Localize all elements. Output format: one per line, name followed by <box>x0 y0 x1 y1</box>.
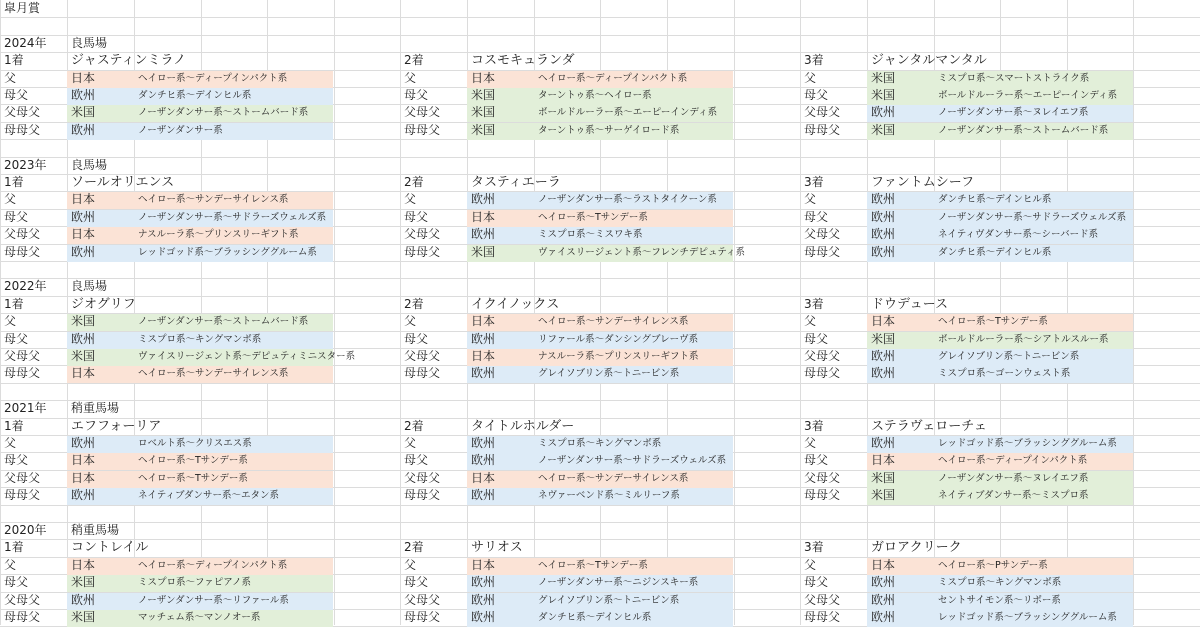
grid-row-line <box>0 400 1200 401</box>
sire-line-cell[interactable]: ヘイロー系～Pサンデー系 <box>938 560 1048 571</box>
region-cell[interactable]: 米国 <box>471 105 496 119</box>
region-cell[interactable]: 欧州 <box>871 349 896 363</box>
sheet-title[interactable]: 皐月賞 <box>4 1 41 15</box>
grid-row-line <box>0 505 1200 506</box>
pedigree-role[interactable]: 母母父 <box>404 366 441 380</box>
pedigree-role[interactable]: 父母父 <box>804 471 841 485</box>
region-cell[interactable]: 欧州 <box>71 123 96 137</box>
sire-line-cell[interactable]: ノーザンダンサー系～ヌレイエフ系 <box>938 107 1089 118</box>
region-cell[interactable]: 欧州 <box>471 488 496 502</box>
region-cell[interactable]: 米国 <box>871 332 896 346</box>
region-cell[interactable]: 日本 <box>471 314 496 328</box>
sire-line-cell[interactable]: ヘイロー系～Tサンデー系 <box>538 212 648 223</box>
pedigree-role[interactable]: 父 <box>4 314 17 328</box>
sire-line-cell[interactable]: セントサイモン系～リボー系 <box>938 595 1061 606</box>
pedigree-role[interactable]: 母父 <box>4 575 29 589</box>
pedigree-role[interactable]: 母母父 <box>404 610 441 624</box>
pedigree-role[interactable]: 母父 <box>4 453 29 467</box>
region-cell[interactable]: 米国 <box>471 88 496 102</box>
pedigree-role[interactable]: 母父 <box>404 332 429 346</box>
horse-name[interactable]: タイトルホルダー <box>471 419 575 434</box>
region-cell[interactable]: 日本 <box>71 192 96 206</box>
horse-name[interactable]: エフフォーリア <box>71 419 162 434</box>
region-cell[interactable]: 米国 <box>71 349 96 363</box>
year-label[interactable]: 2020年 <box>4 523 47 537</box>
sire-line-cell[interactable]: ヴァイスリージェント系～フレンチデピュティ系 <box>538 247 746 258</box>
horse-name[interactable]: ガロアクリーク <box>871 540 962 555</box>
sire-line-cell[interactable]: ミスプロ系～ファピアノ系 <box>138 577 252 588</box>
pedigree-role[interactable]: 母母父 <box>804 123 841 137</box>
sire-line-cell[interactable]: ダンチヒ系～デインヒル系 <box>138 90 252 101</box>
pedigree-role[interactable]: 父 <box>404 71 417 85</box>
pedigree-role[interactable]: 父母父 <box>404 227 441 241</box>
region-cell[interactable]: 米国 <box>871 488 896 502</box>
horse-name[interactable]: イクイノックス <box>471 297 560 312</box>
sire-line-cell[interactable]: ノーザンダンサー系～ヌレイエフ系 <box>938 473 1089 484</box>
year-label[interactable]: 2024年 <box>4 36 47 50</box>
sire-line-cell[interactable]: ダンチヒ系～デインヒル系 <box>938 194 1052 205</box>
sire-line-cell[interactable]: ノーザンダンサー系～ストームバード系 <box>938 125 1109 136</box>
pedigree-role[interactable]: 母母父 <box>404 245 441 259</box>
sire-line-cell[interactable]: ミスプロ系～キングマンボ系 <box>138 334 262 345</box>
grid-row-line <box>0 278 1200 279</box>
grid-row-line <box>0 35 1200 36</box>
placing-label[interactable]: 3着 <box>804 297 824 311</box>
pedigree-role[interactable]: 父 <box>804 192 817 206</box>
sire-line-cell[interactable]: ターントゥ系～サーゲイロード系 <box>538 125 680 136</box>
pedigree-role[interactable]: 母母父 <box>4 610 41 624</box>
region-cell[interactable]: 欧州 <box>471 332 496 346</box>
sire-line-cell[interactable]: ネイティヴダンサー系～シーバード系 <box>938 229 1099 240</box>
placing-label[interactable]: 3着 <box>804 53 824 67</box>
pedigree-role[interactable]: 父母父 <box>4 349 41 363</box>
region-cell[interactable]: 日本 <box>71 227 96 241</box>
region-cell[interactable]: 米国 <box>871 471 896 485</box>
sire-line-cell[interactable]: ノーザンダンサー系～サドラーズウェルズ系 <box>938 212 1127 223</box>
grid-row-line <box>0 383 1200 384</box>
sire-line-cell[interactable]: ヴァイスリージェント系～デピュティミニスター系 <box>138 351 356 362</box>
region-cell[interactable]: 日本 <box>871 453 896 467</box>
region-cell[interactable]: 日本 <box>871 558 896 572</box>
region-cell[interactable]: 米国 <box>871 88 896 102</box>
region-cell[interactable]: 欧州 <box>71 593 96 607</box>
region-cell[interactable]: 日本 <box>471 558 496 572</box>
sire-line-cell[interactable]: ダンチヒ系～デインヒル系 <box>938 247 1052 258</box>
sire-line-cell[interactable]: ヘイロー系～サンデーサイレンス系 <box>138 194 289 205</box>
horse-name[interactable]: タスティエーラ <box>471 175 561 190</box>
sire-line-cell[interactable]: ターントゥ系～ヘイロー系 <box>538 90 652 101</box>
grid-row-line <box>0 296 1200 297</box>
horse-name[interactable]: ジオグリフ <box>71 297 136 312</box>
track-condition[interactable]: 良馬場 <box>71 158 108 172</box>
region-cell[interactable]: 欧州 <box>471 192 496 206</box>
pedigree-role[interactable]: 父 <box>4 558 17 572</box>
region-cell[interactable]: 日本 <box>71 453 96 467</box>
placing-label[interactable]: 1着 <box>4 175 24 189</box>
region-cell[interactable]: 日本 <box>71 471 96 485</box>
region-cell[interactable]: 欧州 <box>71 245 96 259</box>
sire-line-cell[interactable]: ヘイロー系～サンデーサイレンス系 <box>138 368 289 379</box>
placing-label[interactable]: 1着 <box>4 53 24 67</box>
region-cell[interactable]: 欧州 <box>871 245 896 259</box>
sire-line-cell[interactable]: ヘイロー系～ディープインパクト系 <box>538 73 688 84</box>
placing-label[interactable]: 3着 <box>804 175 824 189</box>
sire-line-cell[interactable]: ボールドルーラー系～エーピーインディ系 <box>538 107 718 118</box>
sire-line-cell[interactable]: ノーザンダンサー系～サドラーズウェルズ系 <box>138 212 327 223</box>
pedigree-role[interactable]: 父母父 <box>404 471 441 485</box>
region-cell[interactable]: 欧州 <box>871 210 896 224</box>
region-cell[interactable]: 米国 <box>871 71 896 85</box>
placing-label[interactable]: 3着 <box>804 419 824 433</box>
region-cell[interactable]: 欧州 <box>71 488 96 502</box>
pedigree-role[interactable]: 父 <box>404 192 417 206</box>
pedigree-role[interactable]: 父母父 <box>404 105 441 119</box>
region-cell[interactable]: 欧州 <box>871 366 896 380</box>
placing-label[interactable]: 2着 <box>404 53 424 67</box>
placing-label[interactable]: 2着 <box>404 297 424 311</box>
sire-line-cell[interactable]: ヘイロー系～ディープインパクト系 <box>138 73 288 84</box>
pedigree-role[interactable]: 父 <box>404 314 417 328</box>
sire-line-cell[interactable]: ノーザンダンサー系～ストームバード系 <box>138 107 309 118</box>
horse-name[interactable]: ソールオリエンス <box>71 175 175 190</box>
placing-label[interactable]: 2着 <box>404 540 424 554</box>
region-cell[interactable]: 日本 <box>471 471 496 485</box>
grid-row-line <box>0 17 1200 18</box>
sire-line-cell[interactable]: リファール系～ダンシングブレーヴ系 <box>538 334 699 345</box>
pedigree-role[interactable]: 父 <box>4 436 17 450</box>
year-label[interactable]: 2021年 <box>4 401 47 415</box>
sire-line-cell[interactable]: ミスプロ系～キングマンボ系 <box>538 438 662 449</box>
horse-name[interactable]: コントレイル <box>71 540 149 555</box>
region-cell[interactable]: 欧州 <box>471 227 496 241</box>
pedigree-role[interactable]: 父 <box>404 436 417 450</box>
sire-line-cell[interactable]: ヘイロー系～サンデーサイレンス系 <box>538 473 689 484</box>
sire-line-cell[interactable]: ヘイロー系～ディープインパクト系 <box>138 560 288 571</box>
region-cell[interactable]: 欧州 <box>871 227 896 241</box>
region-cell[interactable]: 欧州 <box>871 105 896 119</box>
placing-label[interactable]: 2着 <box>404 419 424 433</box>
region-cell[interactable]: 日本 <box>471 349 496 363</box>
pedigree-role[interactable]: 母母父 <box>804 610 841 624</box>
region-cell[interactable]: 欧州 <box>71 436 96 450</box>
sire-line-cell[interactable]: ネイティブダンサー系～ミスプロ系 <box>938 490 1089 501</box>
placing-label[interactable]: 2着 <box>404 175 424 189</box>
region-cell[interactable]: 欧州 <box>71 88 96 102</box>
pedigree-role[interactable]: 父 <box>404 558 417 572</box>
pedigree-role[interactable]: 父 <box>4 71 17 85</box>
pedigree-role[interactable]: 父母父 <box>804 349 841 363</box>
sire-line-cell[interactable]: ノーザンダンサー系 <box>138 125 223 136</box>
horse-name[interactable]: ファントムシーフ <box>871 175 975 190</box>
sire-line-cell[interactable]: ヘイロー系～サンデーサイレンス系 <box>538 316 689 327</box>
pedigree-role[interactable]: 父母父 <box>804 227 841 241</box>
pedigree-role[interactable]: 母父 <box>404 575 429 589</box>
year-label[interactable]: 2022年 <box>4 279 47 293</box>
pedigree-role[interactable]: 父母父 <box>804 593 841 607</box>
region-cell[interactable]: 欧州 <box>471 610 496 624</box>
pedigree-role[interactable]: 母母父 <box>804 366 841 380</box>
region-cell[interactable]: 欧州 <box>471 436 496 450</box>
region-cell[interactable]: 欧州 <box>871 192 896 206</box>
track-condition[interactable]: 稍重馬場 <box>71 523 120 537</box>
region-cell[interactable]: 日本 <box>71 366 96 380</box>
region-cell[interactable]: 欧州 <box>471 575 496 589</box>
placing-label[interactable]: 3着 <box>804 540 824 554</box>
pedigree-role[interactable]: 父母父 <box>4 471 41 485</box>
pedigree-role[interactable]: 母父 <box>404 210 429 224</box>
pedigree-role[interactable]: 父 <box>804 314 817 328</box>
track-condition[interactable]: 良馬場 <box>71 36 108 50</box>
pedigree-role[interactable]: 母父 <box>804 332 829 346</box>
placing-label[interactable]: 1着 <box>4 297 24 311</box>
pedigree-role[interactable]: 母父 <box>4 332 29 346</box>
grid-row-line <box>0 418 1200 419</box>
grid-row-line <box>0 157 1200 158</box>
grid-row-line <box>0 539 1200 540</box>
track-condition[interactable]: 良馬場 <box>71 279 108 293</box>
region-cell[interactable]: 日本 <box>71 558 96 572</box>
sire-line-cell[interactable]: ノーザンダンサー系～ストームバード系 <box>138 316 309 327</box>
pedigree-role[interactable]: 父母父 <box>404 593 441 607</box>
region-cell[interactable]: 欧州 <box>71 332 96 346</box>
pedigree-role[interactable]: 父 <box>804 436 817 450</box>
pedigree-role[interactable]: 母母父 <box>404 123 441 137</box>
placing-label[interactable]: 1着 <box>4 540 24 554</box>
pedigree-role[interactable]: 母母父 <box>4 488 41 502</box>
pedigree-role[interactable]: 母母父 <box>4 245 41 259</box>
region-cell[interactable]: 米国 <box>471 245 496 259</box>
horse-name[interactable]: ジャンタルマンタル <box>871 53 987 68</box>
horse-name[interactable]: ドウデュース <box>871 297 948 312</box>
placing-label[interactable]: 1着 <box>4 419 24 433</box>
sire-line-cell[interactable]: グレイソブリン系～トニービン系 <box>938 351 1080 362</box>
pedigree-role[interactable]: 母父 <box>804 575 829 589</box>
horse-name[interactable]: サリオス <box>471 540 523 555</box>
region-cell[interactable]: 米国 <box>71 105 96 119</box>
track-condition[interactable]: 稍重馬場 <box>71 401 120 415</box>
sire-line-cell[interactable]: ヘイロー系～Tサンデー系 <box>138 473 248 484</box>
region-cell[interactable]: 欧州 <box>871 610 896 624</box>
sire-line-cell[interactable]: ノーザンダンサー系～ラストタイクーン系 <box>538 194 717 205</box>
grid-row-line <box>0 522 1200 523</box>
horse-name[interactable]: コスモキュランダ <box>471 53 575 68</box>
grid-row-line <box>0 174 1200 175</box>
sire-line-cell[interactable]: ナスルーラ系～プリンスリーギフト系 <box>138 229 299 240</box>
horse-name[interactable]: ステラヴェローチェ <box>871 419 987 434</box>
region-cell[interactable]: 欧州 <box>71 210 96 224</box>
sire-line-cell[interactable]: ヘイロー系～Tサンデー系 <box>538 560 648 571</box>
sire-line-cell[interactable]: ボールドルーラー系～シアトルスルー系 <box>938 334 1109 345</box>
pedigree-role[interactable]: 母母父 <box>804 488 841 502</box>
pedigree-role[interactable]: 父母父 <box>404 349 441 363</box>
sire-line-cell[interactable]: ネヴァーベンド系～ミルリーフ系 <box>538 490 680 501</box>
pedigree-role[interactable]: 父母父 <box>4 593 41 607</box>
region-cell[interactable]: 米国 <box>71 610 96 624</box>
year-label[interactable]: 2023年 <box>4 158 47 172</box>
sire-line-cell[interactable]: ノーザンダンサー系～サドラーズウェルズ系 <box>538 455 727 466</box>
region-cell[interactable]: 日本 <box>471 71 496 85</box>
sire-line-cell[interactable]: ミスプロ系～スマートストライク系 <box>938 73 1090 84</box>
pedigree-role[interactable]: 母父 <box>404 453 429 467</box>
region-cell[interactable]: 米国 <box>471 123 496 137</box>
region-cell[interactable]: 米国 <box>71 575 96 589</box>
sire-line-cell[interactable]: グレイソブリン系～トニービン系 <box>538 368 680 379</box>
pedigree-role[interactable]: 父 <box>4 192 17 206</box>
pedigree-role[interactable]: 母母父 <box>404 488 441 502</box>
pedigree-role[interactable]: 母父 <box>404 88 429 102</box>
pedigree-role[interactable]: 父 <box>804 558 817 572</box>
pedigree-role[interactable]: 母父 <box>4 210 29 224</box>
pedigree-role[interactable]: 父母父 <box>4 227 41 241</box>
pedigree-role[interactable]: 母父 <box>4 88 29 102</box>
pedigree-role[interactable]: 母母父 <box>4 123 41 137</box>
sire-line-cell[interactable]: ヘイロー系～Tサンデー系 <box>138 455 248 466</box>
region-cell[interactable]: 米国 <box>871 123 896 137</box>
sire-line-cell[interactable]: ヘイロー系～Tサンデー系 <box>938 316 1048 327</box>
sire-line-cell[interactable]: ノーザンダンサー系～ニジンスキー系 <box>538 577 699 588</box>
sire-line-cell[interactable]: ヘイロー系～ディープインパクト系 <box>938 455 1088 466</box>
sire-line-cell[interactable]: ダンチヒ系～デインヒル系 <box>538 612 652 623</box>
pedigree-role[interactable]: 母母父 <box>4 366 41 380</box>
sire-line-cell[interactable]: グレイソブリン系～トニービン系 <box>538 595 680 606</box>
sire-line-cell[interactable]: ナスルーラ系～プリンスリーギフト系 <box>538 351 699 362</box>
region-cell[interactable]: 日本 <box>471 210 496 224</box>
pedigree-role[interactable]: 母父 <box>804 210 829 224</box>
pedigree-role[interactable]: 父母父 <box>804 105 841 119</box>
region-cell[interactable]: 欧州 <box>471 453 496 467</box>
sire-line-cell[interactable]: ボールドルーラー系～エーピーインディ系 <box>938 90 1118 101</box>
region-cell[interactable]: 欧州 <box>871 575 896 589</box>
region-cell[interactable]: 欧州 <box>471 366 496 380</box>
sire-line-cell[interactable]: ネイティブダンサー系～エタン系 <box>138 490 279 501</box>
sire-line-cell[interactable]: レッドゴッド系～ブラッシンググルーム系 <box>938 612 1117 623</box>
region-cell[interactable]: 欧州 <box>871 593 896 607</box>
horse-name[interactable]: ジャスティンミラノ <box>71 53 187 68</box>
region-cell[interactable]: 欧州 <box>871 436 896 450</box>
sire-line-cell[interactable]: ロベルト系～クリスエス系 <box>138 438 252 449</box>
pedigree-role[interactable]: 母母父 <box>804 245 841 259</box>
region-cell[interactable]: 米国 <box>71 314 96 328</box>
sire-line-cell[interactable]: レッドゴッド系～ブラッシンググルーム系 <box>138 247 317 258</box>
pedigree-role[interactable]: 父母父 <box>4 105 41 119</box>
sire-line-cell[interactable]: ミスプロ系～キングマンボ系 <box>938 577 1062 588</box>
sire-line-cell[interactable]: レッドゴッド系～ブラッシンググルーム系 <box>938 438 1117 449</box>
sire-line-cell[interactable]: ノーザンダンサー系～リファール系 <box>138 595 289 606</box>
pedigree-role[interactable]: 母父 <box>804 453 829 467</box>
region-cell[interactable]: 日本 <box>71 71 96 85</box>
pedigree-role[interactable]: 父 <box>804 71 817 85</box>
region-cell[interactable]: 欧州 <box>471 593 496 607</box>
sire-line-cell[interactable]: マッチェム系～マンノオー系 <box>138 612 261 623</box>
sire-line-cell[interactable]: ミスプロ系～ゴーンウェスト系 <box>938 368 1071 379</box>
region-cell[interactable]: 日本 <box>871 314 896 328</box>
sire-line-cell[interactable]: ミスプロ系～ミスワキ系 <box>538 229 643 240</box>
pedigree-role[interactable]: 母父 <box>804 88 829 102</box>
